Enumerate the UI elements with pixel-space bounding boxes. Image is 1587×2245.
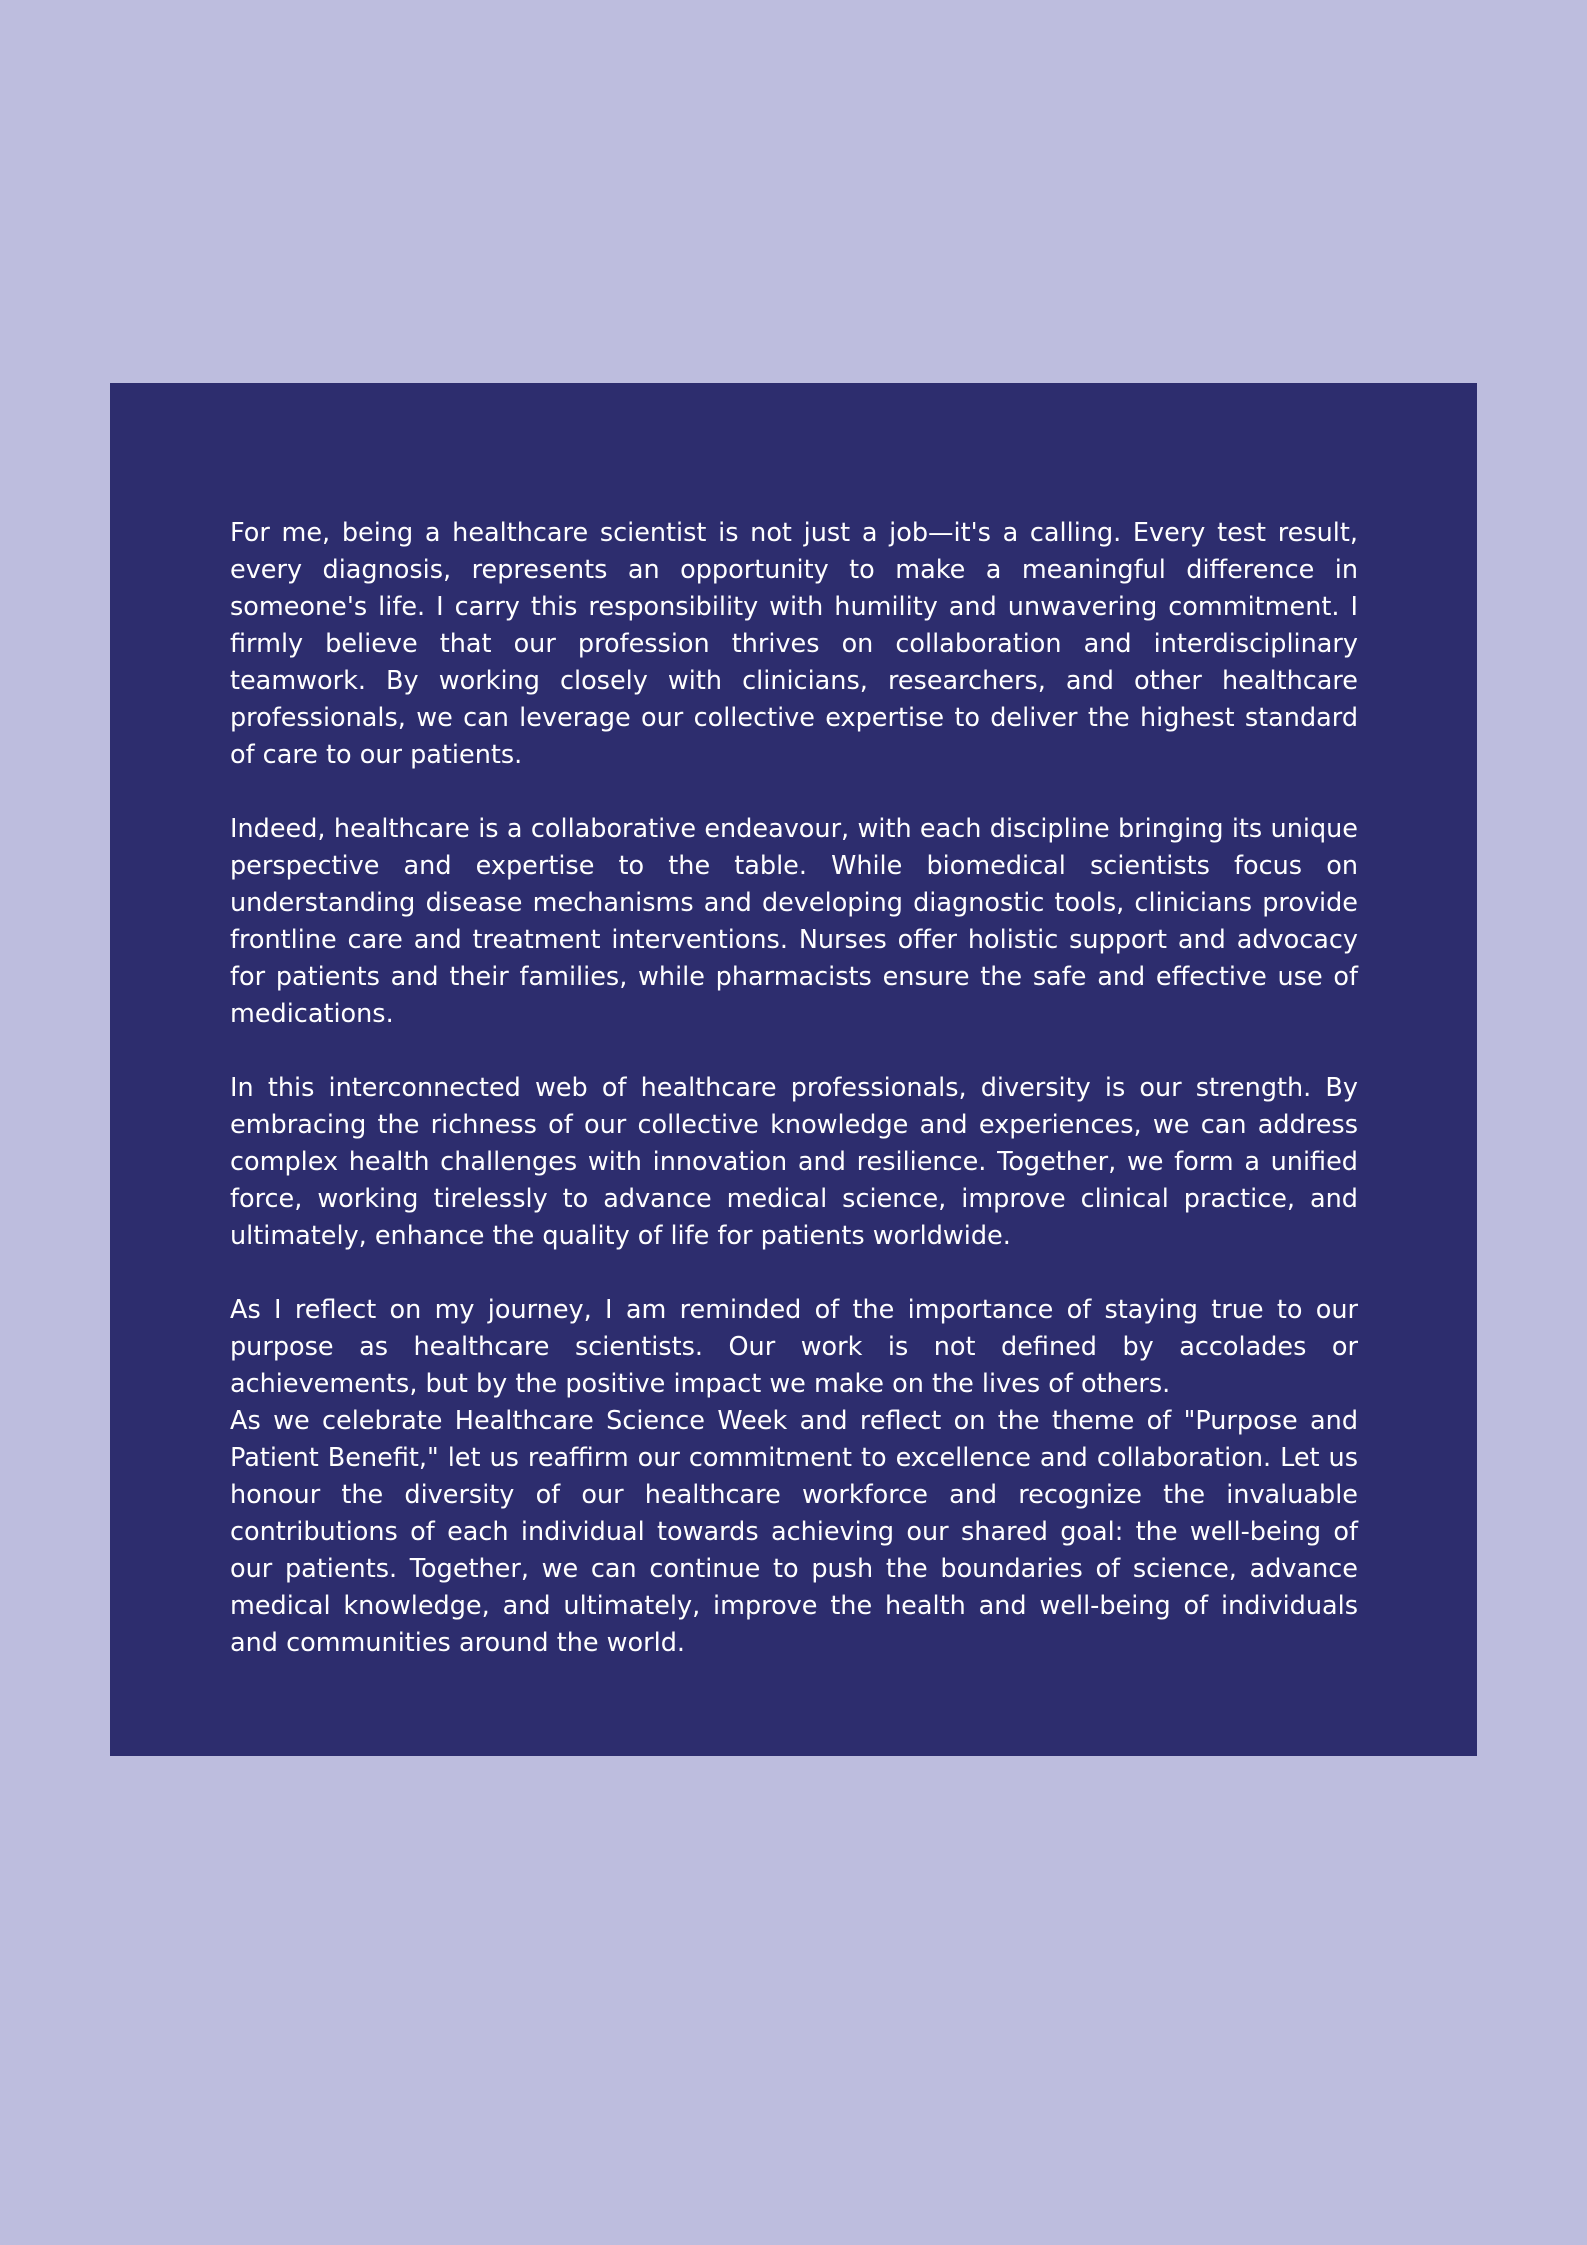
content-panel (110, 383, 1477, 1756)
article-body (230, 515, 1358, 1662)
paragraph-celebration: As we celebrate Healthcare Science Week and reflect on the theme of "Purpose and Patient Benefit," let us reaffirm our commitment to excellence and collaboration. Let us honour the diversity of our healthcare workforce and recognize the invaluable contributions of each individual towards achieving our shared goal: the well-being of our patients. Together, we can continue to push the boundaries of science, advance medical knowledge, and ultimately, improve the health and well-being of individuals and communities around the world. (230, 1406, 1358, 1658)
paragraph-calling: For me, being a healthcare scientist is not just a job—it's a calling. Every test result, every diagnosis, represents an opportunity to make a meaningful difference in someone's life. I carry this responsibility with humility and unwavering commitment. I firmly believe that our profession thrives on collaboration and interdisciplinary teamwork. By working closely with clinicians, researchers, and other healthcare professionals, we can leverage our collective expertise to deliver the highest standard of care to our patients. (230, 518, 1358, 770)
paragraph-reflection: As I reflect on my journey, I am reminded of the importance of staying true to our purpose as healthcare scientists. Our work is not defined by accolades or achievements, but by the positive impact we make on the lives of others. (230, 1295, 1358, 1399)
paragraph-collaboration: Indeed, healthcare is a collaborative endeavour, with each discipline bringing its unique perspective and expertise to the table. While biomedical scientists focus on understanding disease mechanisms and developing diagnostic tools, clinicians provide frontline care and treatment interventions. Nurses offer holistic support and advocacy for patients and their families, while pharmacists ensure the safe and effective use of medications. (230, 814, 1358, 1029)
paragraph-diversity: In this interconnected web of healthcare professionals, diversity is our strength. By embracing the richness of our collective knowledge and experiences, we can address complex health challenges with innovation and resilience. Together, we form a unified force, working tirelessly to advance medical science, improve clinical practice, and ultimately, enhance the quality of life for patients worldwide. (230, 1073, 1358, 1251)
